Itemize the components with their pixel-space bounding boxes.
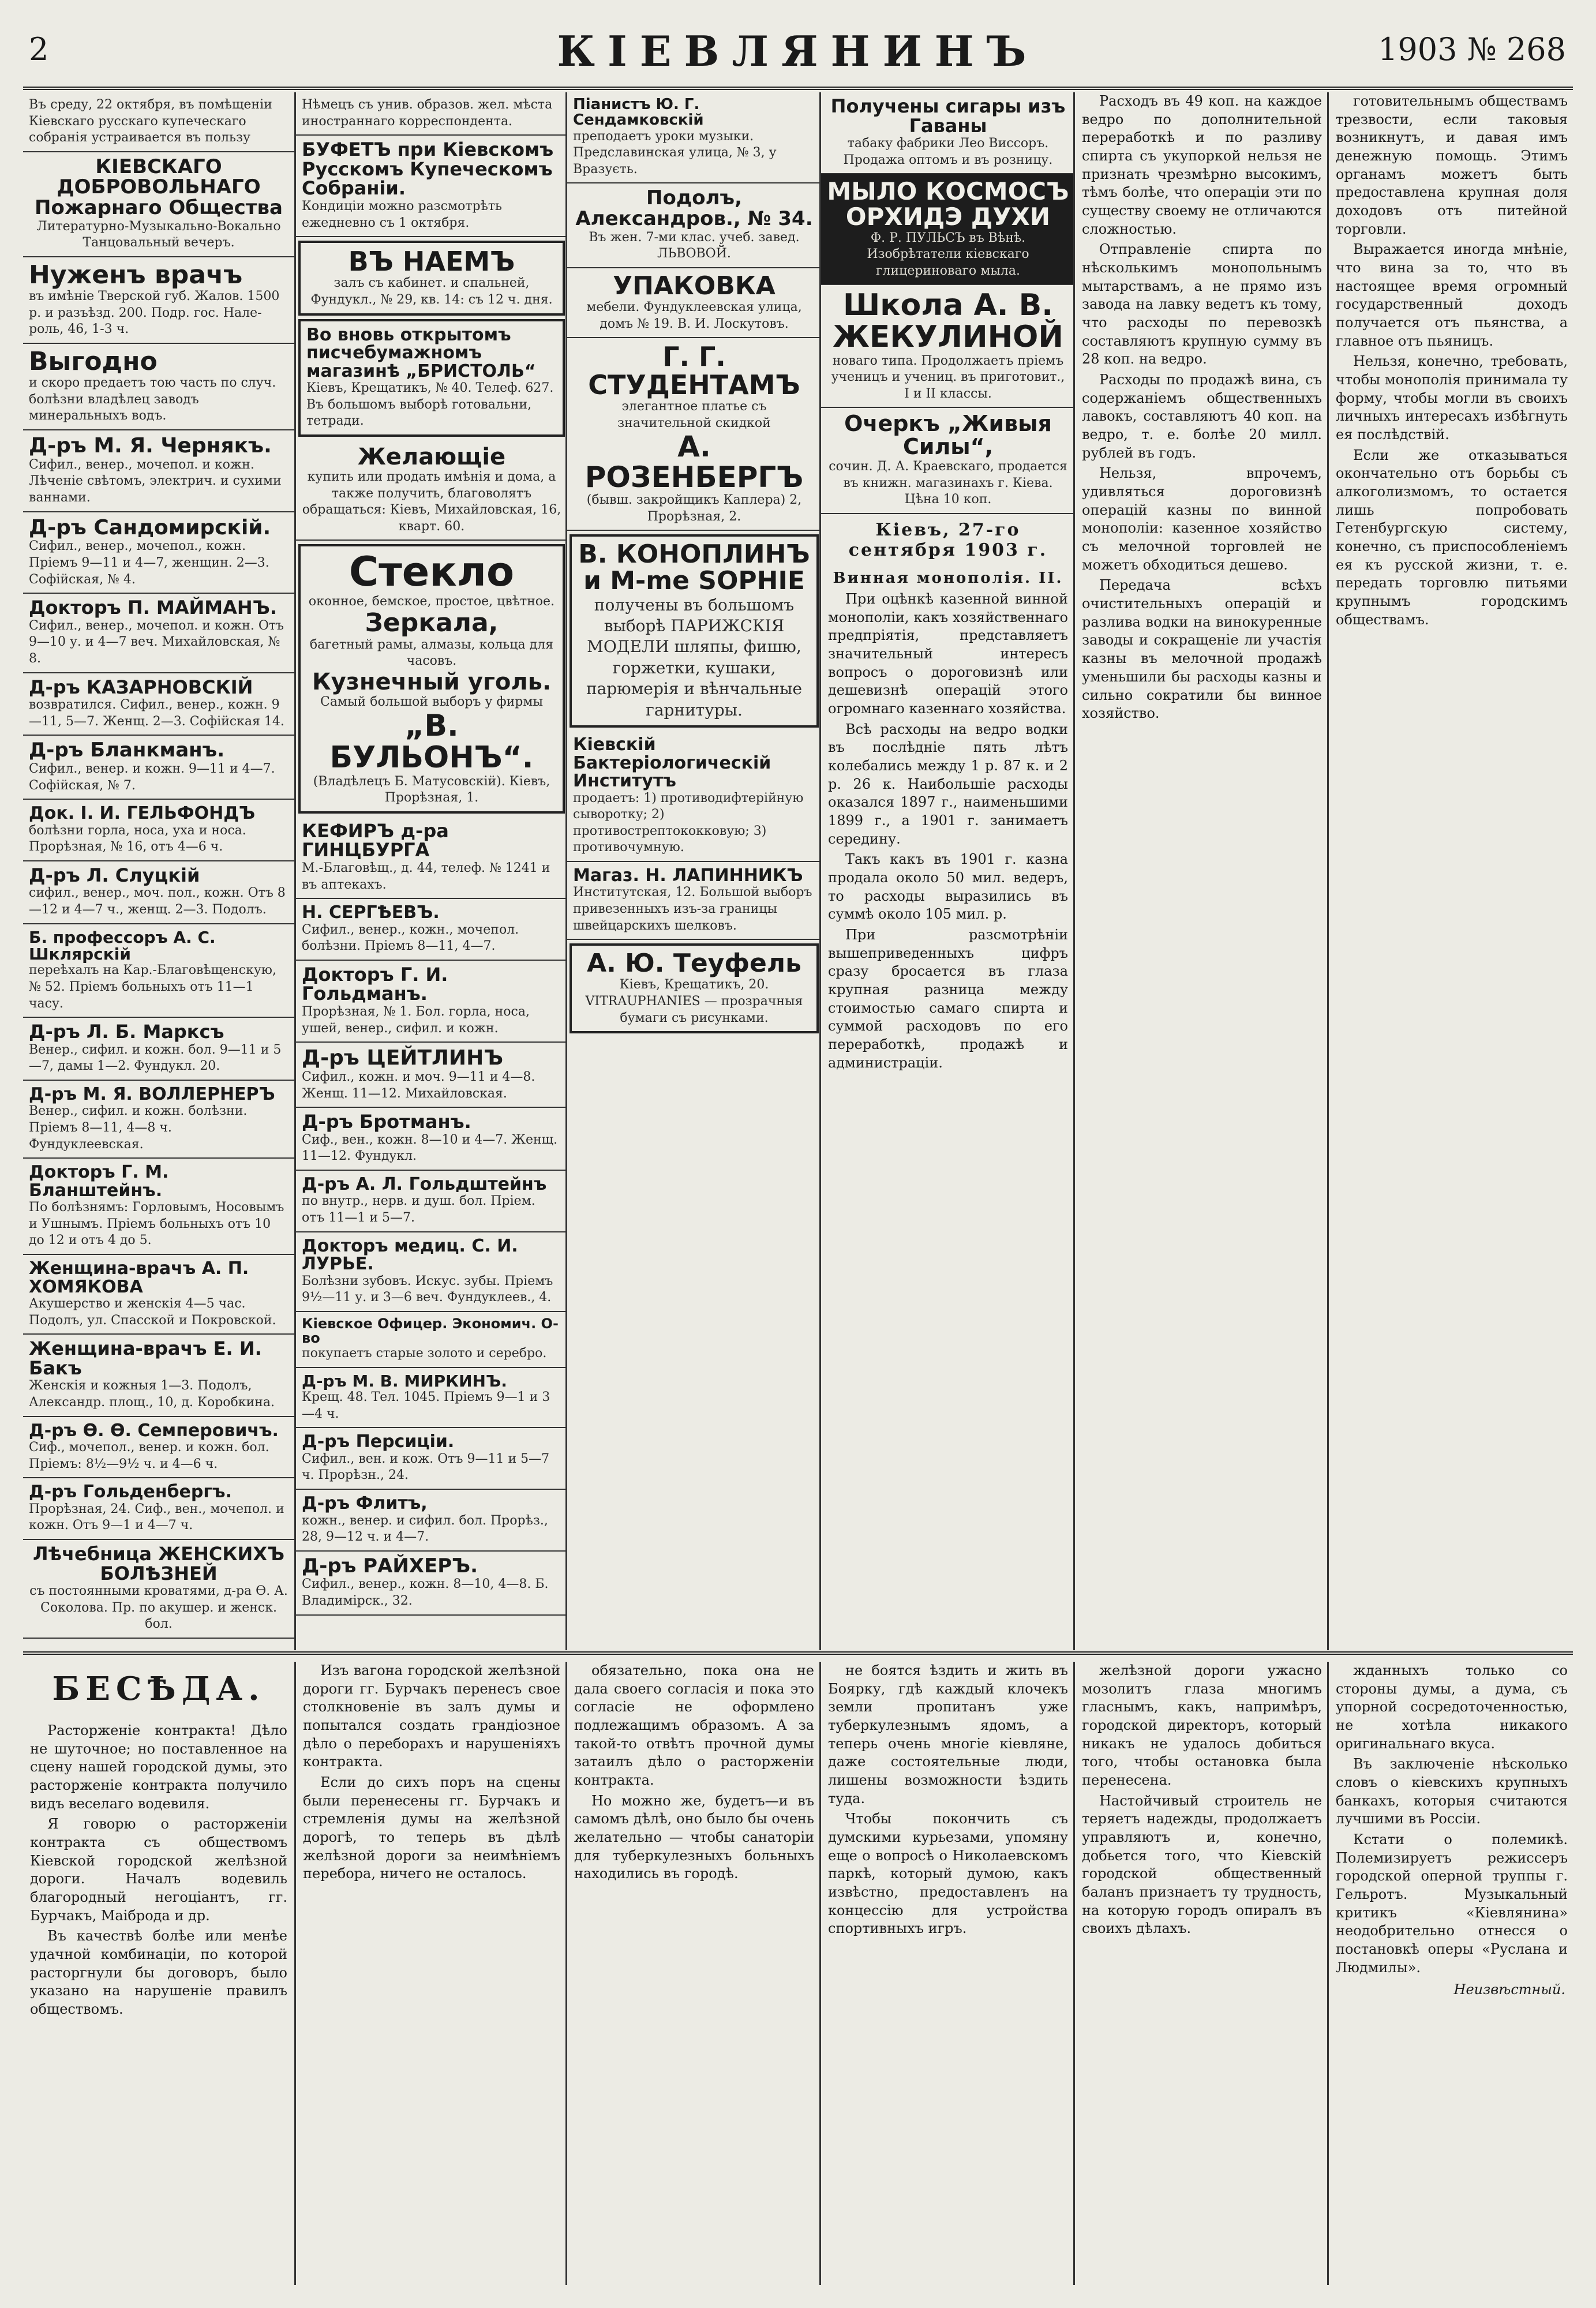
- ad-item: Подолъ, Александров., № 34. Въ жен. 7-ми клас. учеб. завед. ЛЬВОВОЙ.: [567, 183, 821, 268]
- beseda-column-5: [1073, 1662, 1329, 2285]
- beseda-paragraph: не боятся ѣздить и жить въ Боярку, гдѣ каждый клочекъ земли пропитанъ уже туберкулезнымъ ядомъ, а теперь очень многіе кіевляне, даже состоятельные люди, лишены возможности ѣздить туда.: [828, 1662, 1068, 1807]
- ad-item: Д-ръ М. Я. ВОЛЛЕРНЕРЪ Венер., сифил. и кожн. болѣзни. Пріемъ 8—11, 4—8 ч. Фундуклеевская.: [23, 1081, 294, 1159]
- ad-item: Д-ръ М. Я. Чернякъ. Сифил., венер., мочепол. и кожн. Лѣченіе свѣтомъ, электрич. и сухими ваннами.: [23, 430, 294, 512]
- beseda-paragraph: обязательно, пока она не дала своего согласія и пока это согласіе не оформлено подлежащимъ образомъ. А за такой-то отвѣтъ прочной думы затаилъ дѣло о расторженіи контракта.: [574, 1662, 814, 1789]
- beseda-paragraph: Въ заключеніе нѣсколько словъ о кіевскихъ крупныхъ банкахъ, которыя считаются лучшими въ Россіи.: [1336, 1756, 1568, 1827]
- ad-item: Школа А. В. ЖЕКУЛИНОЙ новаго типа. Продолжаетъ пріемъ ученицъ и учениц. въ приготовит., I и II классы.: [821, 285, 1075, 408]
- beseda-paragraph: жданныхъ только со стороны думы, а дума, съ упорной сосредоточенностью, не хотѣла никакого оригинальнаго вкуса.: [1336, 1662, 1568, 1752]
- ad-item: Въ среду, 22 октября, въ помѣщеніи Кіевскаго русскаго купеческаго собранія устраивается въ пользу: [23, 92, 294, 152]
- beseda-paragraph: Но можно же, будетъ—и въ самомъ дѣлѣ, оно было бы очень желательно — чтобы санаторіи для туберкулезныхъ больныхъ находились въ городѣ.: [574, 1792, 814, 1882]
- ad-item: Кіевскій Бактеріологическій Институтъ продаетъ: 1) противодифтерійную сыворотку; 2) противострептококковую; 3) противочумную.: [567, 731, 821, 862]
- newspaper-title: КІЕВЛЯНИНЪ: [557, 27, 1039, 76]
- ad-item: Магаз. Н. ЛАПИННИКЪ Институтская, 12. Большой выборъ привезенныхъ изъ-за границы швейцарскихъ шелковъ.: [567, 862, 821, 940]
- ad-item: Стекло оконное, бемское, простое, цвѣтное. Зеркала, багетный рамы, алмазы, кольца для часовъ. Кузнечный уголь. Самый большой выборъ у фирмы „В. БУЛЬОНЪ“. (Владѣлецъ Б. Матусовскій). Кіевъ, Прорѣзная, 1.: [298, 544, 565, 813]
- ad-item: Д-ръ Л. Б. Марксъ Венер., сифил. и кожн. бол. 9—11 и 5—7, дамы 1—2. Фундукл. 20.: [23, 1018, 294, 1081]
- ad-item: ВЪ НАЕМЪ залъ съ кабинет. и спальней, Фундукл., № 29, кв. 14: съ 12 ч. дня.: [298, 241, 565, 315]
- advertisement-section: [23, 92, 1573, 1650]
- ad-item: Лѣчебница ЖЕНСКИХЪ БОЛѢЗНЕЙ съ постоянными кроватями, д-ра Ѳ. А. Соколова. Пр. по акушер. и женск. бол.: [23, 1540, 294, 1639]
- ad-item: Д-ръ Бротманъ. Сиф., вен., кожн. 8—10 и 4—7. Женщ. 11—12. Фундукл.: [296, 1108, 567, 1171]
- ad-item: Д-ръ КАЗАРНОВСКІЙ возвратился. Сифил., венер., кожн. 9—11, 5—7. Женщ. 2—3. Софійская 14.: [23, 673, 294, 736]
- ad-item: Д-ръ Сандомирскій. Сифил., венер., мочепол., кожн. Пріемъ 9—11 и 4—7, женщин. 2—3. Софійская, № 4.: [23, 512, 294, 594]
- beseda-section: [23, 1662, 1573, 2285]
- signature: Неизвѣстный.: [1453, 1981, 1565, 1998]
- section-divider: [23, 1651, 1573, 1655]
- ad-item: Получены сигары изъ Гаваны табаку фабрики Лео Виссоръ. Продажа оптомъ и въ розницу.: [821, 92, 1075, 174]
- article-paragraph: Нельзя, конечно, требовать, чтобы монополія принимала ту форму, чтобы могли въ своихъ личныхъ интересахъ избѣгнуть ея послѣдствій.: [1336, 353, 1568, 443]
- ad-item: Д-ръ Бланкманъ. Сифил., венер. и кожн. 9—11 и 4—7. Софійская, № 7.: [23, 736, 294, 800]
- ad-item: УПАКОВКА мебели. Фундуклеевская улица, домъ № 19. В. И. Лоскутовъ.: [567, 268, 821, 338]
- article-paragraph: Если же отказываться окончательно отъ борьбы съ алкоголизмомъ, то остается лишь попробовать Гетенбургскую систему, конечно, съ приспособленіемъ ея къ русской жизни, т. е. передать торговлю питьями крупнымъ городскимъ обществамъ.: [1336, 447, 1568, 628]
- issue-number: 1903 № 268: [1378, 31, 1566, 68]
- ad-item: Док. І. И. ГЕЛЬФОНДЪ болѣзни горла, носа, уха и носа. Прорѣзная, № 16, отъ 4—6 ч.: [23, 800, 294, 861]
- masthead: [23, 23, 1573, 90]
- ad-item: КЕФИРЪ д-ра ГИНЦБУРГА М.-Благовѣщ., д. 44, телеф. № 1241 и въ аптекахъ.: [296, 817, 567, 899]
- article-paragraph: При оцѣнкѣ казенной винной монополіи, какъ хозяйственнаго предпріятія, представляетъ значительный интересъ вопросъ о дороговизнѣ или дешевизнѣ операцій этого огромнаго казеннаго хозяйства.: [828, 590, 1068, 717]
- beseda-paragraph: Кстати о полемикѣ. Полемизируетъ режиссеръ городской оперной труппы г. Гельротъ. Музыкальный критикъ «Кіевлянина» неодобрительно отнесся о постановкѣ оперы «Руслана и Людмилы».: [1336, 1831, 1568, 1976]
- ad-item: Нуженъ врачъ въ имѣніе Тверской губ. Жалов. 1500 р. и разъѣзд. 200. Подр. гос. Нале-роль, 46, 1-3 ч.: [23, 257, 294, 344]
- page-number: 2: [29, 31, 49, 68]
- ad-item: Д-ръ Персиціи. Сифил., вен. и кож. Отъ 9—11 и 5—7 ч. Прорѣзн., 24.: [296, 1428, 567, 1490]
- ad-item: Д-ръ Л. Слуцкій сифил., венер., моч. пол., кожн. Отъ 8—12 и 4—7 ч., женщ. 2—3. Подолъ.: [23, 861, 294, 924]
- ads-column-4: [819, 92, 1075, 1650]
- beseda-paragraph: Я говорю о расторженіи контракта съ обществомъ Кіевской городской желѣзной дороги. Началъ водевиль благородный негоціантъ, гг. Бурчакъ, Маіброда и др.: [30, 1816, 287, 1924]
- article-paragraph: Отправленіе спирта по нѣсколькимъ монопольнымъ мытарствамъ, а не прямо изъ завода на лавку ведетъ къ тому, что расходы по перевозкѣ составляютъ крупную сумму въ 28 коп. на ведро.: [1082, 241, 1322, 368]
- beseda-column-2: [294, 1662, 567, 2285]
- beseda-column-4: [819, 1662, 1075, 2285]
- beseda-column-3: [565, 1662, 821, 2285]
- ad-item: Желающіе купить или продать имѣнія и дома, а также получить, благоволятъ обращаться: Кіевъ, Михайловская, 16, кварт. 60.: [296, 440, 567, 541]
- beseda-paragraph: Въ качествѣ болѣе или менѣе удачной комбинаціи, по которой расторгнули бы договоръ, было указано на нарушеніе правилъ обществомъ.: [30, 1928, 287, 2018]
- article-paragraph: Расходы по продажѣ вина, съ содержаніемъ общественныхъ лавокъ, составляютъ 40 коп. на ведро, т. е. болѣе 20 милл. рублей въ годъ.: [1082, 372, 1322, 461]
- ad-item: Докторъ медиц. С. И. ЛУРЬЕ. Болѣзни зубовъ. Искус. зубы. Пріемъ 9½—11 у. и 3—6 веч. Фундуклеев., 4.: [296, 1232, 567, 1312]
- article-paragraph: Всѣ расходы на ведро водки въ послѣдніе пять лѣтъ колебались между 1 р. 87 к. и 2 р. 26 к. Наибольшіе расходы оказался 1897 г., наименьшими 1899 г., а 1901 г. занимаетъ середину.: [828, 721, 1068, 847]
- ad-item: Докторъ П. МАЙМАНЪ. Сифил., венер., мочепол. и кожн. Отъ 9—10 у. и 4—7 веч. Михайловская, № 8.: [23, 594, 294, 673]
- ad-item: Г. Г. СТУДЕНТАМЪ элегантное платье съ значительной скидкой А. РОЗЕНБЕРГЪ (бывш. закройщикъ Каплера) 2, Прорѣзная, 2.: [567, 338, 821, 531]
- ad-item: Докторъ Г. М. Бланштейнъ. По болѣзнямъ: Горловымъ, Носовымъ и Ушнымъ. Пріемъ больныхъ отъ 10 до 12 и отъ 4 до 5.: [23, 1159, 294, 1255]
- ad-item: В. КОНОПЛИНЪ и M-me SOPHIE получены въ большомъ выборѣ ПАРИЖСКІЯ МОДЕЛИ шляпы, фишю, горжетки, кушаки, парюмерія и вѣнчальные гарнитуры.: [570, 534, 819, 728]
- beseda-title: БЕСѢДА.: [52, 1670, 265, 1708]
- ads-column-1: [23, 92, 294, 1650]
- ad-item: Кіевское Офицер. Экономич. О-во покупаетъ старые золото и серебро.: [296, 1312, 567, 1368]
- ads-column-3: [565, 92, 821, 1650]
- ad-item: Б. профессоръ А. С. Шклярскій переѣхалъ на Кар.-Благовѣщенскую, № 52. Пріемъ больныхъ отъ 11—1 часу.: [23, 924, 294, 1018]
- ad-item: Д-ръ Флитъ, кожн., венер. и сифил. бол. Прорѣз., 28, 9—12 ч. и 4—7.: [296, 1490, 567, 1552]
- beseda-column-1: [23, 1662, 294, 2285]
- ad-item: Д-ръ Гольденбергъ. Прорѣзная, 24. Сиф., вен., мочепол. и кожн. Отъ 9—1 и 4—7 ч.: [23, 1478, 294, 1540]
- ad-item: Женщина-врачъ Е. И. Бакъ Женскія и кожныя 1—3. Подолъ, Александр. площ., 10, д. Коробкина.: [23, 1335, 294, 1417]
- ad-item: Очеркъ „Живыя Силы“, сочин. Д. А. Краевскаго, продается въ книжн. магазинахъ г. Кіева. Цѣна 10 коп.: [821, 408, 1075, 514]
- ad-item: Во вновь открытомъ писчебумажномъ магазинѣ „БРИСТОЛЬ“ Кіевъ, Крещатикъ, № 40. Телеф. 627. Въ большомъ выборѣ готовальни, тетради.: [298, 319, 565, 437]
- beseda-paragraph: Расторженіе контракта! Дѣло не шуточное; но поставленное на сцену нашей городской думы, это расторженіе контракта получило видъ веселаго водевиля.: [30, 1722, 287, 1812]
- ad-item: А. Ю. Теуфель Кіевъ, Крещатикъ, 20. VITRAUPHANIES — прозрачныя бумаги съ рисунками.: [570, 943, 819, 1033]
- ad-item: Д-ръ ЦЕЙТЛИНЪ Сифил., кожн. и моч. 9—11 и 4—8. Женщ. 11—12. Михайловская.: [296, 1043, 567, 1108]
- beseda-paragraph: Изъ вагона городской желѣзной дороги гг. Бурчакъ перенесъ свое столкновеніе въ залъ думы и попытался создать грандіозное дѣло о переборахъ и нарушеніяхъ контракта.: [303, 1662, 560, 1770]
- ad-item: Д-ръ РАЙХЕРЪ. Сифил., венер., кожн. 8—10, 4—8. Б. Владимірск., 32.: [296, 1552, 567, 1616]
- article-column-5: [1073, 92, 1329, 1650]
- article-paragraph: Расходъ въ 49 коп. на каждое ведро по дополнительной переработкѣ и по разливу спирта съ укупоркой нельзя не признать чрезмѣрно высокимъ, тѣмъ болѣе, что операціи эти по существу своему не отличаются сложностью.: [1082, 93, 1322, 237]
- ads-column-2: [294, 92, 567, 1650]
- ad-item: Д-ръ Ѳ. Ѳ. Семперовичъ. Сиф., мочепол., венер. и кожн. бол. Пріемъ: 8½—9½ ч. и 4—6 ч.: [23, 1417, 294, 1479]
- ad-item: Д-ръ А. Л. Гольдштейнъ по внутр., нерв. и душ. бол. Пріем. отъ 11—1 и 5—7.: [296, 1171, 567, 1232]
- beseda-paragraph: Настойчивый строитель не теряетъ надежды, продолжаетъ управляютъ и, конечно, добьется того, что Кіевскій городской общественный баланъ признаетъ ту трудность, на которую городъ опиралъ въ своихъ дѣлахъ.: [1082, 1792, 1322, 1937]
- ad-item: МЫЛО КОСМОСЪ ОРХИДЭ ДУХИ Ф. Р. ПУЛЬСЪ въ Вѣнѣ. Изобрѣтатели кіевскаго глицериноваго мыла.: [821, 174, 1075, 285]
- ad-item: Женщина-врачъ А. П. ХОМЯКОВА Акушерство и женскія 4—5 час. Подолъ, ул. Спасской и Покровской.: [23, 1255, 294, 1335]
- article-paragraph: Передача всѣхъ очистительныхъ операцій и разлива водки на винокуренные заводы и сокращеніе ли участія казны въ мелочной продажѣ уменьшили бы расходы казны и сильно сократили бы винное хозяйство.: [1082, 577, 1322, 722]
- beseda-paragraph: Если до сихъ поръ на сцены были перенесены гг. Бурчакъ и стремленія думы на желѣзной дорогѣ, то теперь въ дѣлѣ желѣзной дороги за неимѣніемъ перебора, ничего не осталось.: [303, 1774, 560, 1882]
- ad-item: Докторъ Г. И. Гольдманъ. Прорѣзная, № 1. Бол. горла, носа, ушей, венер., сифил. и кожн.: [296, 961, 567, 1043]
- article-paragraph: При разсмотрѣніи вышеприведенныхъ цифръ сразу бросается въ глаза крупная разница между стоимостью самаго спирта и суммой расходовъ по его переработкѣ, продажѣ и администраціи.: [828, 926, 1068, 1071]
- ad-item: КІЕВСКАГО ДОБРОВОЛЬНАГО Пожарнаго Общества Литературно-Музыкально-Вокально Танцовальный вечеръ.: [23, 152, 294, 257]
- article-paragraph: Такъ какъ въ 1901 г. казна продала около 50 мил. ведеръ, то расходы выразились въ суммѣ около 105 мил. р.: [828, 851, 1068, 923]
- article-column-6: [1327, 92, 1575, 1650]
- ad-item: Н. СЕРГѢЕВЪ. Сифил., венер., кожн., мочепол. болѣзни. Пріемъ 8—11, 4—7.: [296, 899, 567, 961]
- article-heading: Винная монополія. II.: [833, 569, 1063, 587]
- ad-item: Нѣмецъ съ унив. образов. жел. мѣста иностраннаго корреспондента.: [296, 92, 567, 136]
- ad-item: Д-ръ М. В. МИРКИНЪ. Крещ. 48. Тел. 1045. Пріемъ 9—1 и 3—4 ч.: [296, 1368, 567, 1429]
- beseda-column-6: [1327, 1662, 1575, 2285]
- ad-item: Выгодно и скоро предаетъ тою часть по случ. болѣзни владѣлец заводъ минеральныхъ водъ.: [23, 344, 294, 430]
- article-paragraph: Нельзя, впрочемъ, удивляться дороговизнѣ операцій казны по винной монополіи: казенное хозяйство съ мелочной торговлей не можетъ обходиться дешево.: [1082, 465, 1322, 573]
- beseda-paragraph: желѣзной дороги ужасно мозолитъ глаза многимъ гласнымъ, какъ, напримѣръ, городской директоръ, который никакъ не удалось добиться того, чтобы остановка была перенесена.: [1082, 1662, 1322, 1789]
- ad-item: БУФЕТЪ при Кіевскомъ Русскомъ Купеческомъ Собраніи. Кондиціи можно разсмотрѣть ежедневно съ 1 октября.: [296, 136, 567, 237]
- ad-item: Піанистъ Ю. Г. Сендамковскій преподаетъ уроки музыки. Предславинская улица, № 3, у Вразуєть.: [567, 92, 821, 183]
- beseda-paragraph: Чтобы покончить съ думскими курьезами, упомяну еще о вопросѣ о Николаевскомъ паркѣ, который думою, какъ извѣстно, предоставленъ на концессію для устройства спортивныхъ игръ.: [828, 1811, 1068, 1937]
- article-paragraph: Выражается иногда мнѣніе, что вина за то, что въ настоящее время огромный государственный доходъ получается отъ пьянства, а главное отъ пьяницъ.: [1336, 241, 1568, 349]
- article-paragraph: готовительнымъ обществамъ трезвости, если таковыя возникнутъ, и давая имъ денежную помощь. Этимъ органамъ можетъ быть предоставлена крупная доля доходовъ отъ питейной торговли.: [1336, 93, 1568, 237]
- dateline: Кіевъ, 27-го сентября 1903 г.: [848, 519, 1048, 560]
